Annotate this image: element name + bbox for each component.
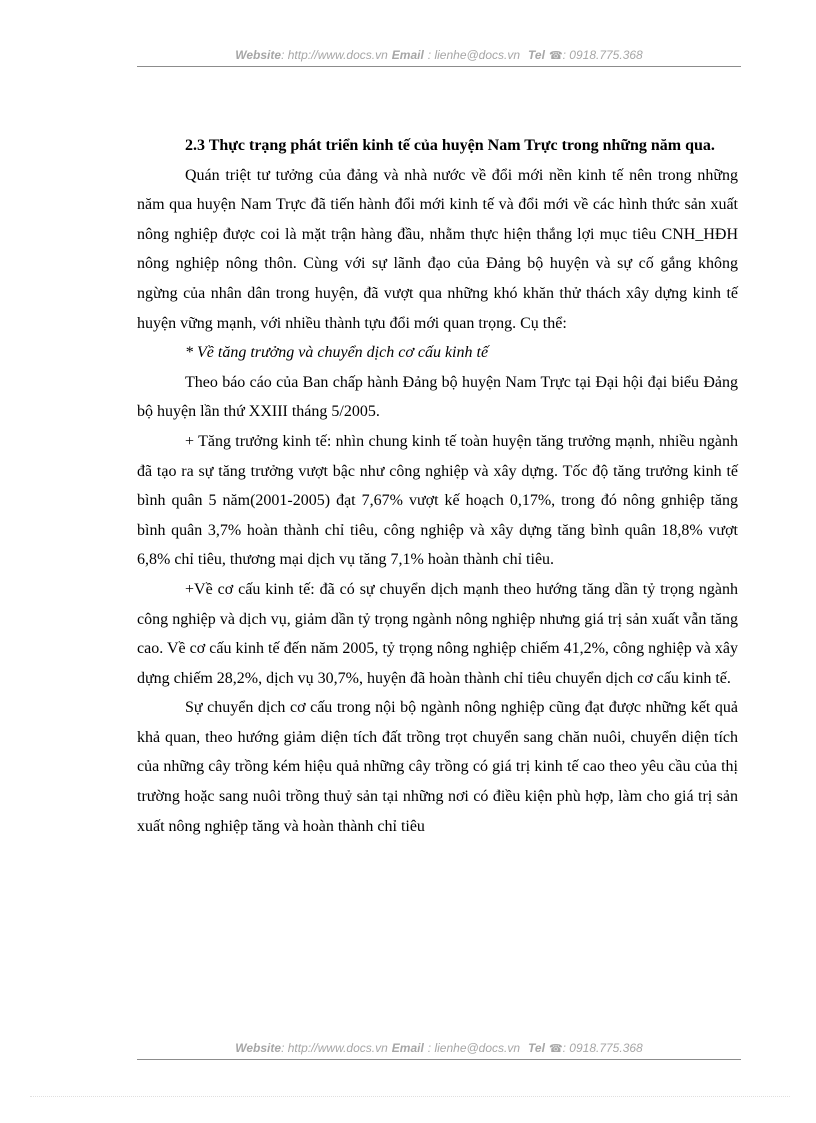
footer-email-label: Email xyxy=(391,1041,424,1055)
document-body xyxy=(137,131,738,841)
paragraph-agriculture: Sự chuyển dịch cơ cấu trong nội bộ ngành nông nghiệp cũng đạt được những kết quả khả quan, theo hướng giảm diện tích đất trồng trọt chuyển sang chăn nuôi, chuyển diện tích của những cây trồng kém hiệu quả những cây trồng có giá trị kinh tế cao theo yêu cầu của thị trường hoặc sang nuôi trồng thuỷ sản tại những nơi có điều kiện phù hợp, làm cho giá trị sản xuất nông nghiệp tăng và hoàn thành chỉ tiêu xyxy=(137,699,738,835)
paragraph-structure: +Về cơ cấu kinh tế: đã có sự chuyển dịch mạnh theo hướng tăng dần tỷ trọng ngành công nghiệp và dịch vụ, giảm dần tỷ trọng ngành nông nghiệp nhưng giá trị sản xuất vẫn tăng cao. Về cơ cấu kinh tế đến năm 2005, tỷ trọng nông nghiệp chiếm 41,2%, công nghiệp và xây dựng chiếm 28,2%, dịch vụ 30,7%, huyện đã hoàn thành chỉ tiêu chuyển dịch cơ cấu kinh tế. xyxy=(137,580,738,687)
paragraph-intro: Quán triệt tư tưởng của đảng và nhà nước về đổi mới nền kinh tế nên trong những năm qua huyện Nam Trực đã tiến hành đổi mới kinh tế và đổi mới về các hình thức sản xuất nông nghiệp được coi là mặt trận hàng đầu, nhằm thực hiện thắng lợi mục tiêu CNH_HĐH nông nghiệp nông thôn. Cùng với sự lãnh đạo của Đảng bộ huyện và sự cố gắng không ngừng của nhân dân trong huyện, đã vượt qua những khó khăn thử thách xây dựng kinh tế huyện vững mạnh, với nhiều thành tựu đổi mới quan trọng. Cụ thể: xyxy=(137,166,738,332)
page-footer xyxy=(137,1040,741,1060)
page-header xyxy=(137,47,741,67)
header-website-value[interactable]: : http://www.docs.vn xyxy=(281,48,388,62)
footer-website-value[interactable]: : http://www.docs.vn xyxy=(281,1041,388,1055)
phone-icon: ☎ xyxy=(548,1043,563,1055)
phone-icon: ☎ xyxy=(548,50,563,62)
footer-tel-value: : 0918.775.368 xyxy=(562,1041,643,1055)
header-tel-label: Tel xyxy=(528,48,545,62)
header-email-label: Email xyxy=(391,48,424,62)
section-heading: 2.3 Thực trạng phát triển kinh tế của huyện Nam Trực trong những năm qua. xyxy=(185,137,715,154)
paragraph-growth: + Tăng trưởng kinh tế: nhìn chung kinh tế toàn huyện tăng trưởng mạnh, nhiều ngành đã tạo ra sự tăng trưởng vượt bậc như công nghiệp và xây dựng. Tốc độ tăng trưởng kinh tế bình quân 5 năm(2001-2005) đạt 7,67% vượt kế hoạch 0,17%, trong đó nông gnhiệp tăng bình quân 3,7% hoàn thành chỉ tiêu, công nghiệp và xây dựng tăng bình quân 18,8% vượt 6,8% chỉ tiêu, thương mại dịch vụ tăng 7,1% hoàn thành chỉ tiêu. xyxy=(137,432,738,569)
paragraph-report: Theo báo cáo của Ban chấp hành Đảng bộ huyện Nam Trực tại Đại hội đại biểu Đảng bộ huyện lần thứ XXIII tháng 5/2005. xyxy=(137,373,738,421)
footer-email-value[interactable]: : lienhe@docs.vn xyxy=(427,1041,521,1055)
header-tel-value: : 0918.775.368 xyxy=(562,48,643,62)
footer-tel-label: Tel xyxy=(528,1041,545,1055)
header-website-label: Website xyxy=(235,48,282,62)
footer-website-label: Website xyxy=(235,1041,282,1055)
header-email-value[interactable]: : lienhe@docs.vn xyxy=(427,48,521,62)
page-edge-divider xyxy=(30,1096,790,1097)
subsection-title: * Về tăng trưởng và chuyển dịch cơ cấu kinh tế xyxy=(185,344,489,362)
